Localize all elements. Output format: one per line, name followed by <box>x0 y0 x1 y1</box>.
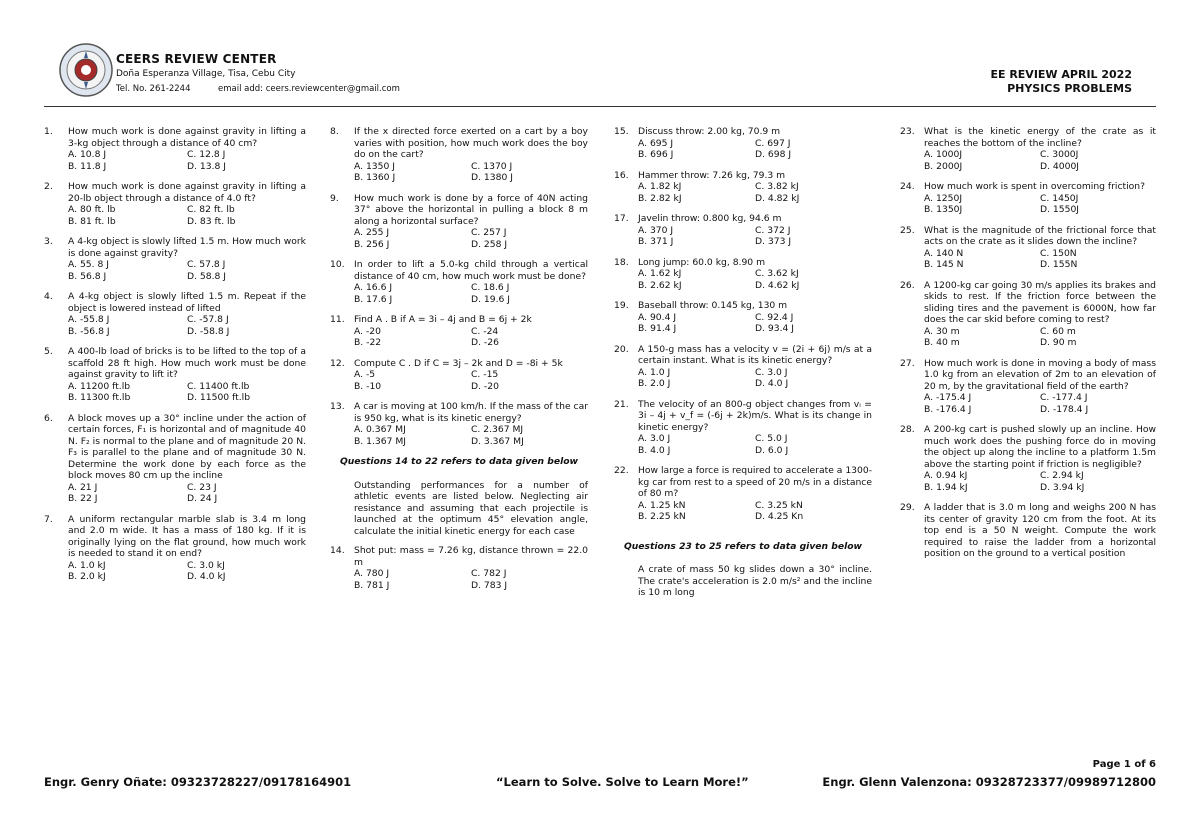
question-text: A ladder that is 3.0 m long and weighs 200 N has its center of gravity 120 cm from the foot. At its top end is a 50 N weight. Compute the work required to raise the ladder from a horizontal position on the ground to a vertical position <box>924 502 1156 559</box>
answer-option: C. 1450J <box>1040 192 1079 204</box>
question-number: 24. <box>900 181 915 192</box>
answer-option: B. 145 N <box>924 259 964 270</box>
answer-choices <box>638 312 872 335</box>
answer-choices <box>354 227 588 250</box>
answer-option: B. 1.367 MJ <box>354 435 407 447</box>
answer-choices <box>354 369 588 392</box>
answer-option: A. 16.6 J <box>354 282 393 293</box>
answer-option: B. 256 J <box>354 238 390 250</box>
question-text: A uniform rectangular marble slab is 3.4 m long and 2.0 m wide. It has a mass of 180 kg. If it is originally lying on the flat ground, how much work is needed to stand it on end? <box>68 513 306 559</box>
org-address: Doña Esperanza Village, Tisa, Cebu City <box>116 69 296 79</box>
question-text: How much work is done in moving a body of mass 1.0 kg from an elevation of 2m to an elevation of 20 m, by the gravitational field of the earth? <box>924 357 1156 392</box>
column-3 <box>614 126 872 607</box>
org-telephone: Tel. No. 261-2244 <box>116 84 191 94</box>
question-item <box>614 213 872 248</box>
question-item <box>614 300 872 335</box>
answer-option: A. 1.0 J <box>638 366 671 378</box>
answer-option: C. 150N <box>1040 247 1077 259</box>
answer-option: B. -176.4 J <box>924 403 972 415</box>
question-item <box>44 236 306 282</box>
question-number: 28. <box>900 424 915 435</box>
answer-option: D. 3.94 kJ <box>1040 481 1085 493</box>
answer-option: B. 2.0 J <box>638 378 671 389</box>
answer-choices <box>354 282 588 305</box>
answer-option: B. -22 <box>354 337 382 348</box>
question-item <box>614 257 872 292</box>
document-title: EE REVIEW APRIL 2022 <box>990 68 1132 81</box>
answer-option: A. -20 <box>354 325 381 337</box>
answer-option: C. 3.25 kN <box>755 499 803 511</box>
answer-option: A. 90.4 J <box>638 311 677 323</box>
question-number: 26. <box>900 279 915 291</box>
answer-option: A. 1.62 kJ <box>638 268 682 279</box>
answer-choices <box>354 161 588 184</box>
answer-option: A. 11200 ft.lb <box>68 380 131 392</box>
question-number: 20. <box>614 343 629 355</box>
answer-option: D. 3.367 MJ <box>471 435 524 447</box>
answer-option: A. 1.82 kJ <box>638 181 682 192</box>
answer-option: B. 56.8 J <box>68 270 107 282</box>
question-number: 22. <box>614 465 629 476</box>
question-text: If the x directed force exerted on a cart by a boy varies with position, how much work does the boy do on the cart? <box>354 126 588 160</box>
question-number: 25. <box>900 224 915 236</box>
ceers-logo-icon <box>58 42 114 98</box>
answer-option: D. -58.8 J <box>187 325 230 337</box>
answer-option: B. 4.0 J <box>638 444 671 456</box>
answer-option: A. -175.4 J <box>924 392 972 403</box>
answer-option: D. 13.8 J <box>187 160 227 172</box>
data-note-text: Outstanding performances for a number of athletic events are listed below. Neglecting air resistance and assuming that each projectile is launched at the optimum 45° elevation angle, calculate the initial kinetic energy for each case <box>354 479 588 537</box>
question-number: 19. <box>614 300 629 311</box>
question-item <box>900 280 1156 349</box>
question-number: 4. <box>44 291 53 302</box>
question-text: In order to lift a 5.0-kg child through a vertical distance of 40 cm, how much work must be done? <box>354 259 588 282</box>
question-item <box>330 259 588 305</box>
question-number: 16. <box>614 169 629 181</box>
answer-option: A. -55.8 J <box>68 314 110 325</box>
question-text: Compute C . D if C = 3j – 2k and D = -8i + 5k <box>354 357 563 369</box>
answer-option: A. 1.0 kJ <box>68 559 106 571</box>
answer-choices <box>638 433 872 456</box>
answer-option: D. 24 J <box>187 493 218 504</box>
column-1 <box>44 126 306 592</box>
answer-option: C. 18.6 J <box>471 282 510 293</box>
answer-option: C. 92.4 J <box>755 311 794 323</box>
question-text: The velocity of an 800-g object changes from vᵢ = 3i – 4j + v_f = (-6j + 2k)m/s. What is its change in kinetic energy? <box>638 398 872 433</box>
answer-choices <box>638 138 872 161</box>
answer-option: D. 19.6 J <box>471 293 511 305</box>
question-text: What is the magnitude of the frictional force that acts on the crate as it slides down the incline? <box>924 224 1156 247</box>
answer-option: B. 11300 ft.lb <box>68 392 131 403</box>
answer-option: B. 91.4 J <box>638 323 677 334</box>
answer-option: D. 1550J <box>1040 204 1080 215</box>
question-number: 3. <box>44 236 53 247</box>
answer-option: D. 155N <box>1040 259 1078 270</box>
answer-option: B. 696 J <box>638 149 674 160</box>
question-item <box>614 465 872 523</box>
answer-choices <box>68 314 306 337</box>
answer-choices <box>924 326 1156 349</box>
question-item <box>44 291 306 337</box>
question-item <box>330 358 588 393</box>
answer-option: A. 140 N <box>924 247 964 259</box>
answer-choices <box>68 560 306 583</box>
answer-option: A. 780 J <box>354 568 390 579</box>
question-number: 27. <box>900 357 915 369</box>
answer-option: D. 698 J <box>755 149 792 160</box>
question-item <box>614 170 872 205</box>
answer-option: D. 4.0 kJ <box>187 571 226 582</box>
question-item <box>900 502 1156 560</box>
answer-option: C. 5.0 J <box>755 433 788 444</box>
answer-option: C. 3000J <box>1040 149 1079 160</box>
answer-choices <box>924 248 1156 271</box>
answer-option: B. 22 J <box>68 493 98 504</box>
question-number: 18. <box>614 256 629 268</box>
answer-option: C. 782 J <box>471 568 507 579</box>
answer-option: A. 21 J <box>68 481 98 493</box>
question-text: Find A . B if A = 3i – 4j and B = 6j + 2k <box>354 314 532 325</box>
answer-option: B. 11.8 J <box>68 160 107 172</box>
answer-choices <box>638 268 872 291</box>
question-text: A 400-lb load of bricks is to be lifted to the top of a scaffold 28 ft high. How much work must be done against gravity to lift it? <box>68 346 306 380</box>
answer-choices <box>924 149 1156 172</box>
answer-option: A. 695 J <box>638 137 674 149</box>
answer-option: C. -57.8 J <box>187 314 229 325</box>
answer-option: C. 697 J <box>755 137 791 149</box>
org-email: email add: ceers.reviewcenter@gmail.com <box>218 84 400 94</box>
answer-choices <box>354 424 588 447</box>
question-text: Baseball throw: 0.145 kg, 130 m <box>638 300 788 311</box>
question-number: 7. <box>44 513 53 525</box>
answer-option: C. -24 <box>471 325 499 337</box>
question-text: A 4-kg object is slowly lifted 1.5 m. Repeat if the object is lowered instead of lifted <box>68 291 306 314</box>
question-item <box>44 413 306 505</box>
question-number: 29. <box>900 502 915 513</box>
question-text: A 150-g mass has a velocity v = (2i + 6j) m/s at a certain instant. What is its kinetic energy? <box>638 343 872 366</box>
footer-contact-right: Engr. Glenn Valenzona: 09328723377/09989712800 <box>822 775 1156 789</box>
data-note-title: Questions 14 to 22 refers to data given below <box>339 456 579 467</box>
answer-choices <box>68 204 306 227</box>
org-name: CEERS REVIEW CENTER <box>116 52 277 66</box>
answer-choices <box>924 470 1156 493</box>
answer-option: B. 2.82 kJ <box>638 192 682 204</box>
answer-option: C. -177.4 J <box>1040 392 1088 403</box>
question-item <box>614 399 872 457</box>
question-text: How much work is done against gravity in lifting a 20-lb object through a distance of 4.0 ft? <box>68 181 306 204</box>
question-text: How much work is done by a force of 40N acting 37° above the horizontal in pulling a block 8 m along a horizontal surface? <box>354 192 588 227</box>
question-text: A block moves up a 30° incline under the action of certain forces, F₁ is horizontal and of magnitude 40 N. F₂ is normal to the plane and of magnitude 20 N. F₃ is parallel to the plane and of magnitude 30 N. Determine the work done by each force as the block moves 80 cm up the incline <box>68 412 306 481</box>
answer-option: A. 1.25 kN <box>638 499 686 511</box>
answer-choices <box>354 326 588 349</box>
question-text: Long jump: 60.0 kg, 8.90 m <box>638 256 766 268</box>
answer-option: C. 57.8 J <box>187 259 226 270</box>
question-item <box>330 126 588 184</box>
answer-option: D. 4.25 Kn <box>755 511 804 522</box>
footer-motto: “Learn to Solve. Solve to Learn More!” <box>496 775 749 789</box>
answer-option: D. 1380 J <box>471 172 513 183</box>
answer-option: D. 258 J <box>471 238 508 250</box>
question-item <box>330 545 588 591</box>
question-number: 5. <box>44 346 53 357</box>
answer-option: D. 4.82 kJ <box>755 192 800 204</box>
question-item <box>614 344 872 390</box>
answer-choices <box>924 193 1156 216</box>
answer-option: B. 2.25 kN <box>638 511 686 522</box>
answer-option: A. 80 ft. lb <box>68 204 116 215</box>
answer-option: D. 58.8 J <box>187 270 227 282</box>
answer-choices <box>68 482 306 505</box>
answer-option: C. 23 J <box>187 481 217 493</box>
answer-option: B. 1350J <box>924 204 963 215</box>
question-item <box>900 225 1156 271</box>
header-divider <box>44 106 1156 107</box>
answer-choices <box>638 181 872 204</box>
page-number: Page 1 of 6 <box>1092 759 1156 770</box>
answer-choices <box>68 259 306 282</box>
question-text: What is the kinetic energy of the crate as it reaches the bottom of the incline? <box>924 126 1156 149</box>
question-item <box>900 424 1156 493</box>
answer-option: A. 1250J <box>924 192 963 204</box>
answer-option: D. -178.4 J <box>1040 403 1089 415</box>
question-item <box>900 358 1156 416</box>
answer-option: B. 2.0 kJ <box>68 571 106 582</box>
question-number: 15. <box>614 126 629 137</box>
answer-choices <box>638 367 872 390</box>
answer-option: B. -56.8 J <box>68 325 110 337</box>
question-number: 8. <box>330 126 339 137</box>
answer-option: A. 1000J <box>924 149 963 160</box>
answer-option: C. 11400 ft.lb <box>187 380 250 392</box>
answer-option: C. 12.8 J <box>187 149 226 160</box>
answer-option: B. 81 ft. lb <box>68 215 116 227</box>
data-note-title: Questions 23 to 25 refers to data given below <box>623 540 863 552</box>
answer-option: D. -20 <box>471 380 499 392</box>
answer-option: D. 6.0 J <box>755 444 789 456</box>
answer-choices <box>68 149 306 172</box>
answer-option: A. 10.8 J <box>68 149 107 160</box>
answer-option: C. 3.0 J <box>755 366 788 378</box>
answer-option: D. 4.0 J <box>755 378 789 389</box>
answer-option: C. 2.94 kJ <box>1040 470 1084 481</box>
answer-option: D. 4.62 kJ <box>755 279 800 291</box>
column-4 <box>900 126 1156 569</box>
question-text: How much work is spent in overcoming friction? <box>924 181 1145 192</box>
question-number: 11. <box>330 314 345 325</box>
question-text: A car is moving at 100 km/h. If the mass of the car is 950 kg, what is its kinetic energy? <box>354 401 588 424</box>
question-number: 10. <box>330 259 345 270</box>
answer-option: B. 1.94 kJ <box>924 481 968 493</box>
question-text: Shot put: mass = 7.26 kg, distance thrown = 22.0 m <box>354 545 588 568</box>
answer-option: B. 2000J <box>924 160 963 172</box>
answer-choices <box>68 381 306 404</box>
question-item <box>614 126 872 161</box>
question-text: Javelin throw: 0.800 kg, 94.6 m <box>638 213 782 224</box>
column-2 <box>330 126 588 600</box>
answer-option: D. 93.4 J <box>755 323 795 334</box>
answer-option: B. 40 m <box>924 337 960 348</box>
question-text: A 1200-kg car going 30 m/s applies its brakes and skids to rest. If the friction force between the sliding tires and the pavement is 6000N, how far does the car skid before coming to rest? <box>924 279 1156 325</box>
answer-option: A. 370 J <box>638 224 674 236</box>
footer-contact-left: Engr. Genry Oñate: 09323728227/09178164901 <box>44 775 352 789</box>
question-number: 6. <box>44 412 53 424</box>
answer-choices <box>638 225 872 248</box>
answer-option: B. -10 <box>354 380 382 392</box>
answer-option: A. 3.0 J <box>638 433 671 444</box>
column-2-questions-b <box>330 545 588 591</box>
answer-option: C. 2.367 MJ <box>471 424 524 435</box>
question-number: 9. <box>330 192 339 204</box>
question-number: 13. <box>330 401 345 412</box>
question-item <box>900 126 1156 172</box>
question-number: 2. <box>44 181 53 192</box>
question-number: 17. <box>614 213 629 224</box>
question-item <box>44 181 306 227</box>
answer-option: B. 781 J <box>354 579 390 591</box>
answer-option: C. 82 ft. lb <box>187 204 235 215</box>
question-item <box>44 514 306 583</box>
question-text: A 4-kg object is slowly lifted 1.5 m. How much work is done against gravity? <box>68 236 306 259</box>
answer-option: D. -26 <box>471 337 499 348</box>
question-item <box>900 181 1156 216</box>
answer-option: A. 0.367 MJ <box>354 424 406 435</box>
question-number: 1. <box>44 126 53 137</box>
answer-option: C. 257 J <box>471 227 507 238</box>
question-text: Hammer throw: 7.26 kg, 79.3 m <box>638 169 786 181</box>
answer-option: D. 90 m <box>1040 337 1077 348</box>
answer-option: B. 1360 J <box>354 172 396 183</box>
question-number: 21. <box>614 398 629 410</box>
answer-option: A. 1350 J <box>354 160 395 172</box>
answer-choices <box>354 568 588 591</box>
answer-choices <box>924 392 1156 415</box>
question-item <box>44 346 306 404</box>
question-number: 14. <box>330 545 345 556</box>
answer-option: D. 373 J <box>755 236 792 247</box>
document-header <box>0 0 1200 110</box>
question-text: How much work is done against gravity in lifting a 3-kg object through a distance of 40 cm? <box>68 126 306 149</box>
answer-option: C. 372 J <box>755 224 791 236</box>
answer-option: B. 2.62 kJ <box>638 279 682 291</box>
answer-option: A. -5 <box>354 369 376 380</box>
column-3-questions <box>614 126 872 523</box>
answer-option: B. 17.6 J <box>354 293 393 305</box>
answer-option: C. 1370 J <box>471 160 513 172</box>
answer-option: D. 783 J <box>471 579 508 591</box>
answer-option: C. 3.0 kJ <box>187 559 225 571</box>
question-text: How large a force is required to accelerate a 1300-kg car from rest to a speed of 20 m/s in a distance of 80 m? <box>638 465 873 499</box>
question-number: 23. <box>900 126 915 137</box>
question-number: 12. <box>330 357 345 369</box>
answer-option: A. 55. 8 J <box>68 259 109 270</box>
answer-option: C. -15 <box>471 369 499 380</box>
answer-option: D. 4000J <box>1040 160 1080 172</box>
answer-option: A. 255 J <box>354 227 390 238</box>
question-text: A 200-kg cart is pushed slowly up an incline. How much work does the pushing force do in moving the object up along the incline to a platform 1.5m above the starting point if friction is negligible? <box>924 424 1156 470</box>
question-item <box>44 126 306 172</box>
answer-choices <box>638 500 872 523</box>
answer-option: C. 3.82 kJ <box>755 181 799 192</box>
question-item <box>330 314 588 349</box>
answer-option: C. 3.62 kJ <box>755 268 799 279</box>
question-text: Discuss throw: 2.00 kg, 70.9 m <box>638 126 781 137</box>
column-2-questions <box>330 126 588 447</box>
answer-option: B. 371 J <box>638 236 674 247</box>
question-item <box>330 193 588 251</box>
answer-option: D. 83 ft. lb <box>187 215 236 227</box>
answer-option: A. 0.94 kJ <box>924 470 968 481</box>
answer-option: C. 60 m <box>1040 325 1076 337</box>
data-note-text: A crate of mass 50 kg slides down a 30° incline. The crate's acceleration is 2.0 m/s² and the incline is 10 m long <box>638 564 872 598</box>
document-subtitle: PHYSICS PROBLEMS <box>1007 82 1132 95</box>
question-item <box>330 401 588 447</box>
answer-option: D. 11500 ft.lb <box>187 392 251 403</box>
answer-option: A. 30 m <box>924 325 960 337</box>
